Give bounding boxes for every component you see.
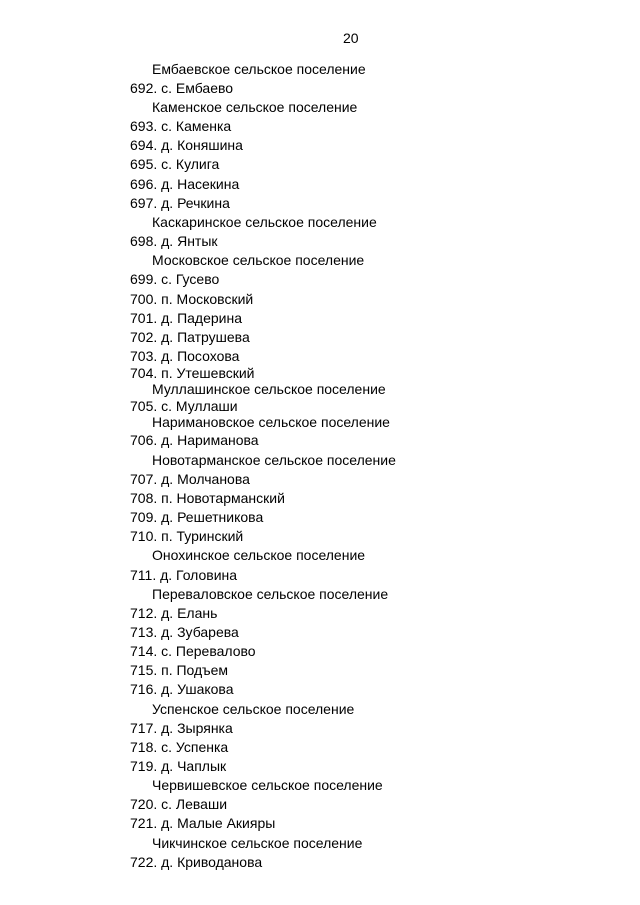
locality-item: 692. с. Ембаево (130, 80, 234, 96)
locality-item: 696. д. Насекина (130, 176, 240, 192)
locality-item: 694. д. Коняшина (130, 137, 243, 153)
settlement-heading: Ембаевское сельское поселение (152, 61, 366, 77)
settlement-heading: Онохинское сельское поселение (152, 547, 366, 563)
locality-item: 708. п. Новотарманский (130, 490, 285, 506)
locality-item: 718. с. Успенка (130, 739, 229, 755)
locality-item: 719. д. Чаплык (130, 758, 227, 774)
locality-item: 704. п. Утешевский (130, 365, 255, 381)
settlement-heading: Каскаринское сельское поселение (152, 214, 377, 230)
locality-item: 699. с. Гусево (130, 271, 220, 287)
locality-item: 716. д. Ушакова (130, 681, 234, 697)
settlement-heading: Наримановское сельское поселение (152, 414, 390, 430)
settlement-heading: Муллашинское сельское поселение (152, 381, 386, 397)
locality-item: 709. д. Решетникова (130, 509, 264, 525)
page-number: 20 (343, 30, 359, 46)
locality-item: 713. д. Зубарева (130, 624, 239, 640)
locality-item: 697. д. Речкина (130, 195, 230, 211)
locality-item: 701. д. Падерина (130, 310, 243, 326)
locality-item: 702. д. Патрушева (130, 329, 250, 345)
settlement-heading: Московское сельское поселение (152, 252, 365, 268)
locality-item: 710. п. Туринский (130, 528, 244, 544)
locality-item: 706. д. Нариманова (130, 432, 259, 448)
locality-item: 712. д. Елань (130, 605, 218, 621)
locality-item: 711. д. Головина (130, 567, 238, 583)
locality-item: 700. п. Московский (130, 291, 254, 307)
settlement-heading: Новотарманское сельское поселение (152, 452, 396, 468)
settlement-heading: Червишевское сельское поселение (152, 777, 383, 793)
locality-item: 717. д. Зырянка (130, 720, 233, 736)
locality-item: 722. д. Криводанова (130, 854, 263, 870)
locality-item: 693. с. Каменка (130, 118, 232, 134)
locality-item: 714. с. Перевалово (130, 643, 256, 659)
settlement-heading: Чикчинское сельское поселение (152, 835, 363, 851)
locality-item: 715. п. Подъем (130, 662, 229, 678)
locality-item: 698. д. Янтык (130, 233, 218, 249)
settlement-heading: Успенское сельское поселение (152, 701, 355, 717)
settlement-heading: Каменское сельское поселение (152, 99, 358, 115)
settlement-heading: Переваловское сельское поселение (152, 586, 389, 602)
locality-item: 695. с. Кулига (130, 156, 220, 172)
locality-item: 703. д. Посохова (130, 348, 240, 364)
locality-item: 720. с. Леваши (130, 796, 228, 812)
locality-item: 721. д. Малые Акияры (130, 815, 276, 831)
locality-item: 707. д. Молчанова (130, 471, 250, 487)
locality-item: 705. с. Муллаши (130, 398, 238, 414)
